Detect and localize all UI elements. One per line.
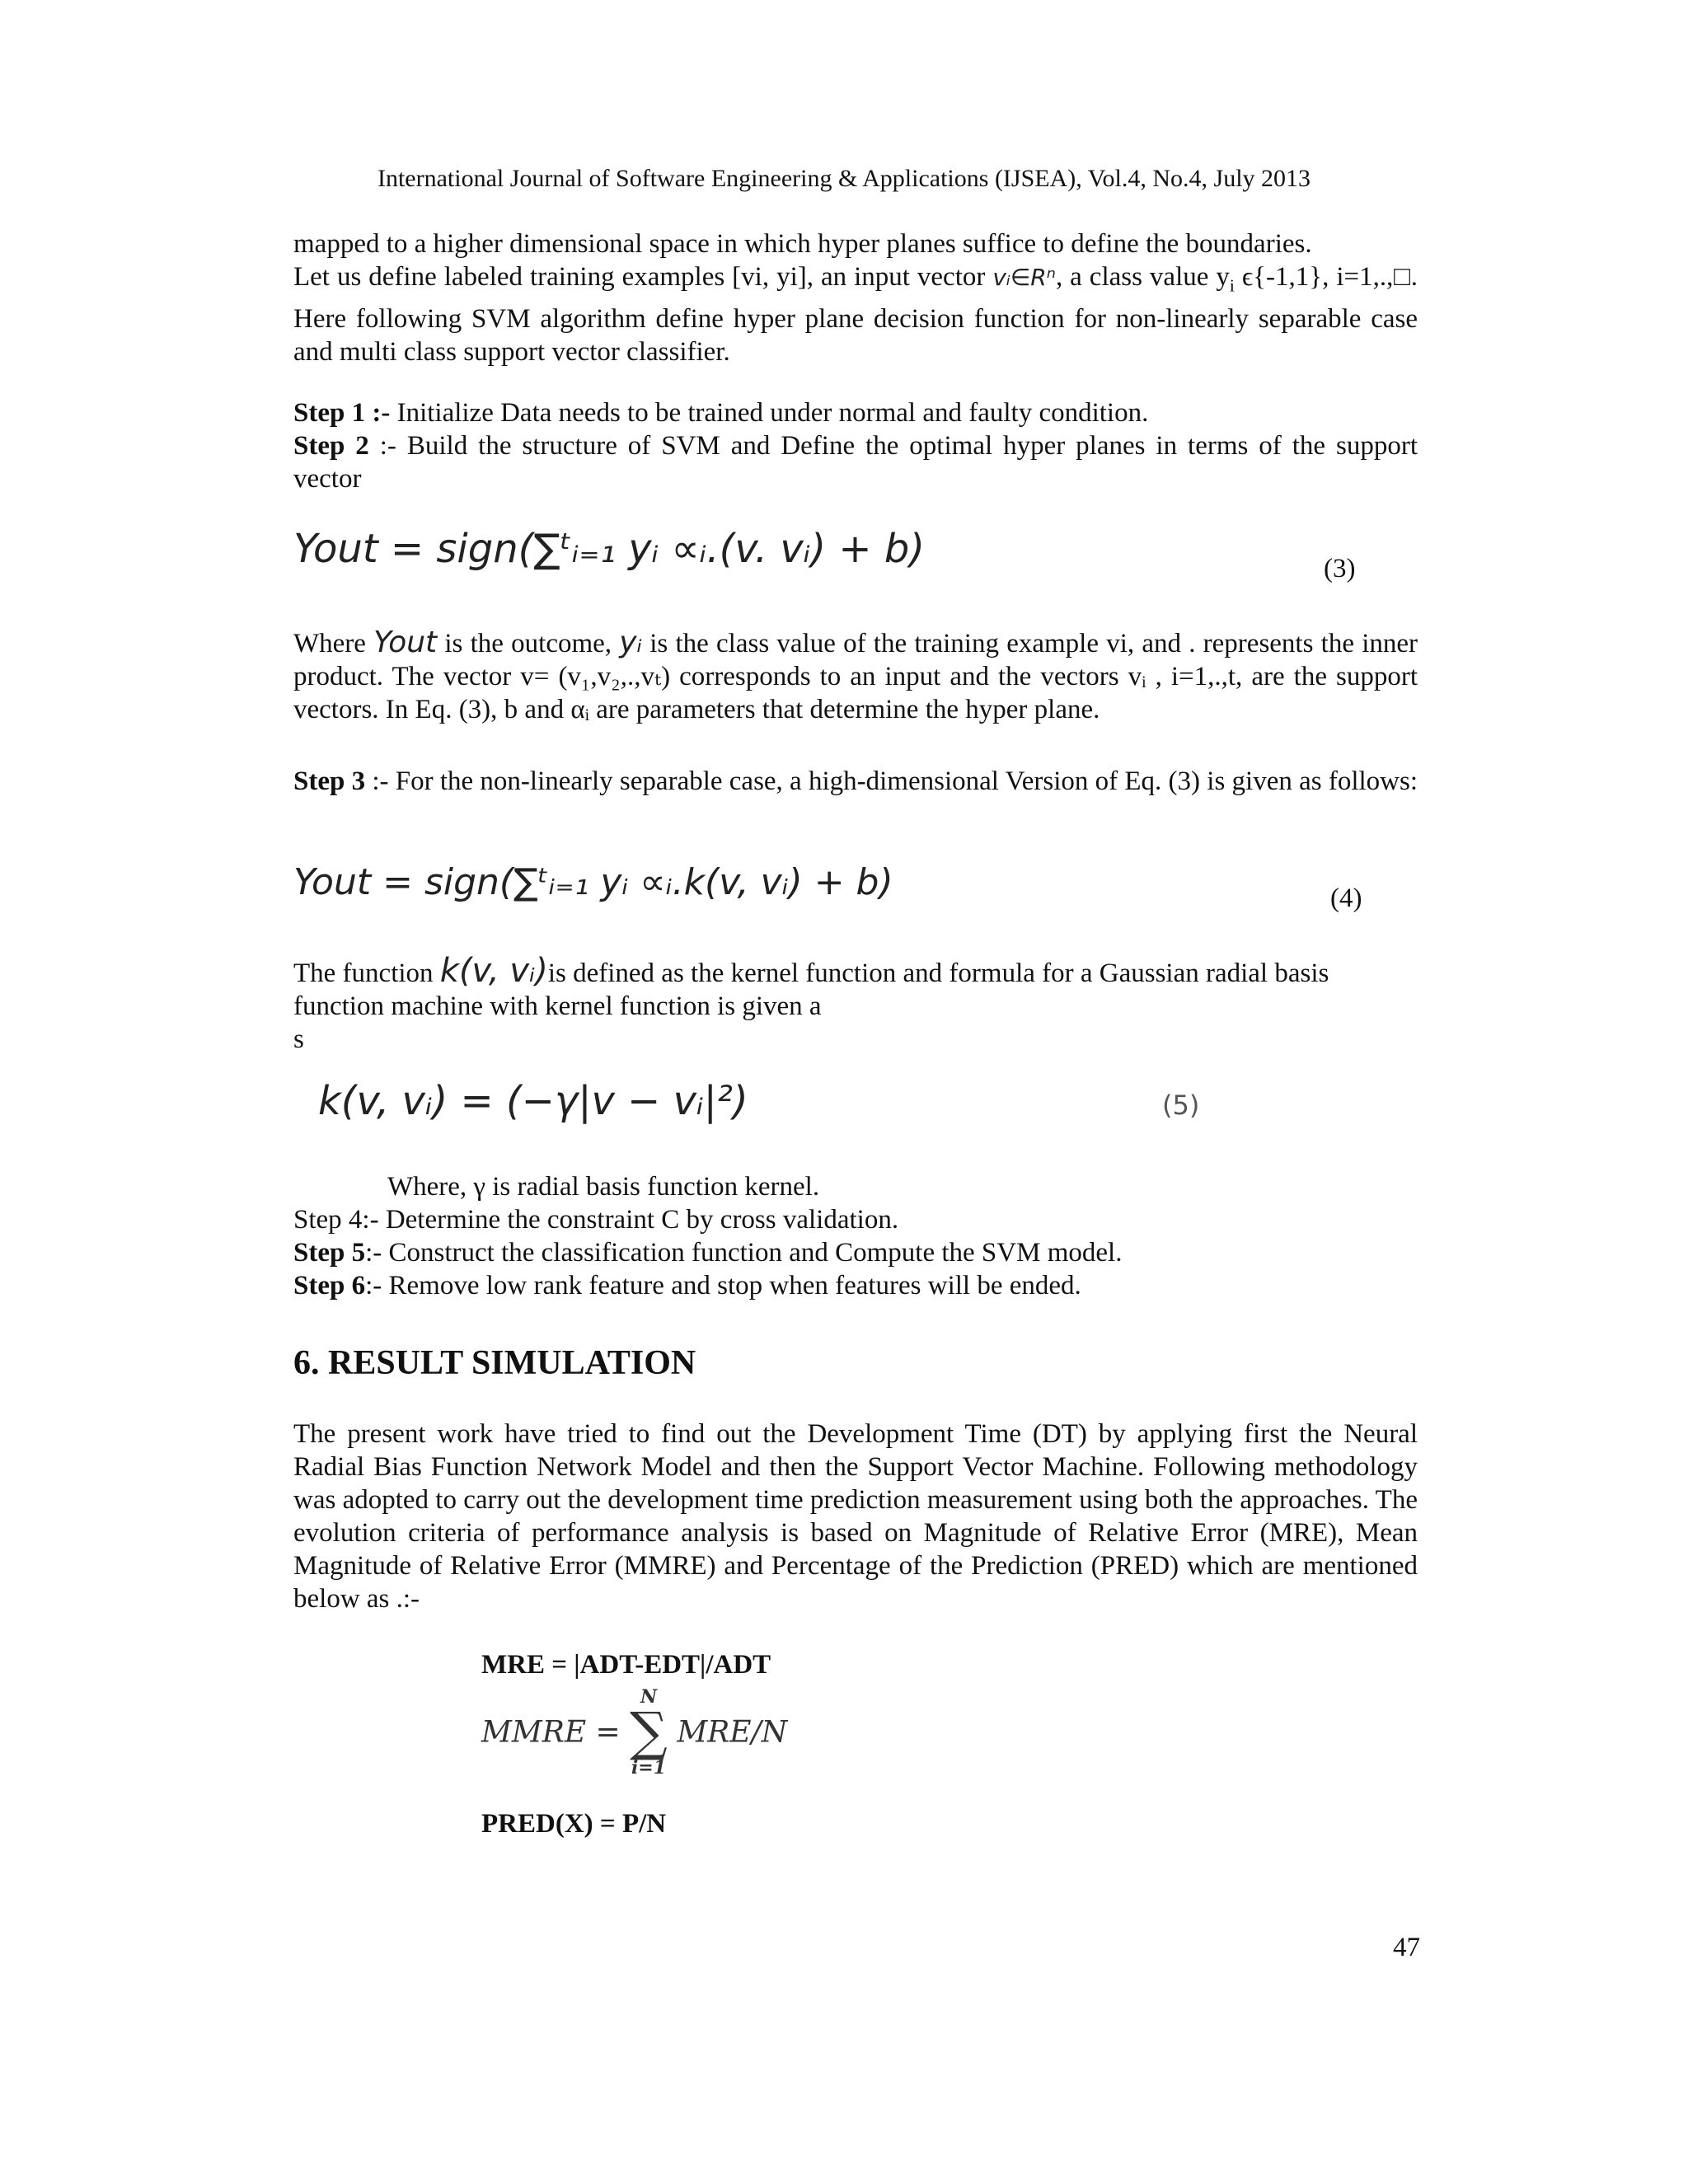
yout-symbol: Yout — [373, 626, 438, 659]
kernel-symbol: k(v, vᵢ) — [439, 952, 548, 990]
step-6: Step 6:- Remove low rank feature and stop when features will be ended. — [293, 1271, 1081, 1301]
equation-4: Yout = sign(∑ᵗᵢ₌₁ yᵢ ∝ᵢ.k(v, vᵢ) + b) — [293, 861, 893, 903]
summation: N ∑ i=1 — [630, 1686, 668, 1779]
step-3: Step 3 :- For the non-linearly separable case, a high-dimensional Version of Eq. (3) is given as follows: — [293, 766, 1418, 796]
equation-3-number: (3) — [1324, 554, 1356, 583]
equation-4-number: (4) — [1330, 883, 1362, 913]
section-heading: 6. RESULT SIMULATION — [293, 1344, 696, 1382]
page-number: 47 — [1393, 1933, 1420, 1962]
mmre-formula: MMRE = N ∑ i=1 MRE/N — [481, 1686, 788, 1779]
step-1: Step 1 :- Initialize Data needs to be trained under normal and faulty condition. — [293, 398, 1149, 428]
kernel-paragraph: The function k(v, vᵢ)is defined as the kernel function and formula for a Gaussian radial basis function machine with kernel function is given a s — [293, 952, 1329, 1054]
intro-line-1: mapped to a higher dimensional space in which hyper planes suffice to define the boundaries. — [293, 229, 1312, 259]
vector-symbol: vᵢ∈Rⁿ — [992, 264, 1056, 291]
equation-5: k(v, vᵢ) = (−γ|v − vᵢ|²) — [318, 1078, 748, 1124]
section-paragraph: The present work have tried to find out the Development Time (DT) by applying first the Neural Radial Bias Function Network Model and then the Support Vector Machine. Following methodology was adopted to carry out the development time prediction measurement using both the approaches. The evolution criteria of performance analysis is based on Magnitude of Relative Error (MRE), Mean Magnitude of Relative Error (MMRE) and Percentage of the Prediction (PRED) which are mentioned below as .:- — [293, 1419, 1418, 1614]
intro-line-2: Let us define labeled training examples [vi, yi], an input vector vᵢ∈Rⁿ, a class value $y_i$ ϵ{-1,1}, i=1,.,□. Here following SVM algorithm define hyper plane decision function for non-linearly separable case and multi class support vector classifier. — [293, 262, 1418, 367]
steps-1-2 — [293, 396, 1418, 495]
equation-3: Yout = sign(∑ᵗᵢ₌₁ yᵢ ∝ᵢ.(v. vᵢ) + b) — [293, 526, 926, 572]
gamma-note: Where, γ is radial basis function kernel. — [387, 1172, 820, 1202]
steps-4-6 — [293, 1203, 1418, 1302]
yi-symbol: yᵢ — [619, 626, 643, 659]
intro-paragraph — [293, 227, 1418, 368]
journal-header: International Journal of Software Engineering & Applications (IJSEA), Vol.4, No.4, July 2013 — [377, 165, 1311, 192]
pred-formula: PRED(X) = P/N — [481, 1809, 667, 1839]
equation-5-number: (5) — [1162, 1090, 1200, 1121]
step-2: Step 2 :- Build the structure of SVM and Define the optimal hyper planes in terms of the support vector — [293, 431, 1418, 494]
step-4: Step 4:- Determine the constraint C by cross validation. — [293, 1205, 899, 1235]
mre-formula: MRE = |ADT-EDT|/ADT — [481, 1650, 771, 1680]
where-paragraph: Where Yout is the outcome, yᵢ is the class value of the training example vi, and . represents the inner product. The vector v= (v₁,v₂,.,vₜ) corresponds to an input and the vectors vᵢ , i=1,.,t, are the support vectors. In Eq. (3), b and αᵢ are parameters that determine the hyper plane. — [293, 626, 1418, 724]
step-5: Step 5:- Construct the classification function and Compute the SVM model. — [293, 1238, 1123, 1268]
